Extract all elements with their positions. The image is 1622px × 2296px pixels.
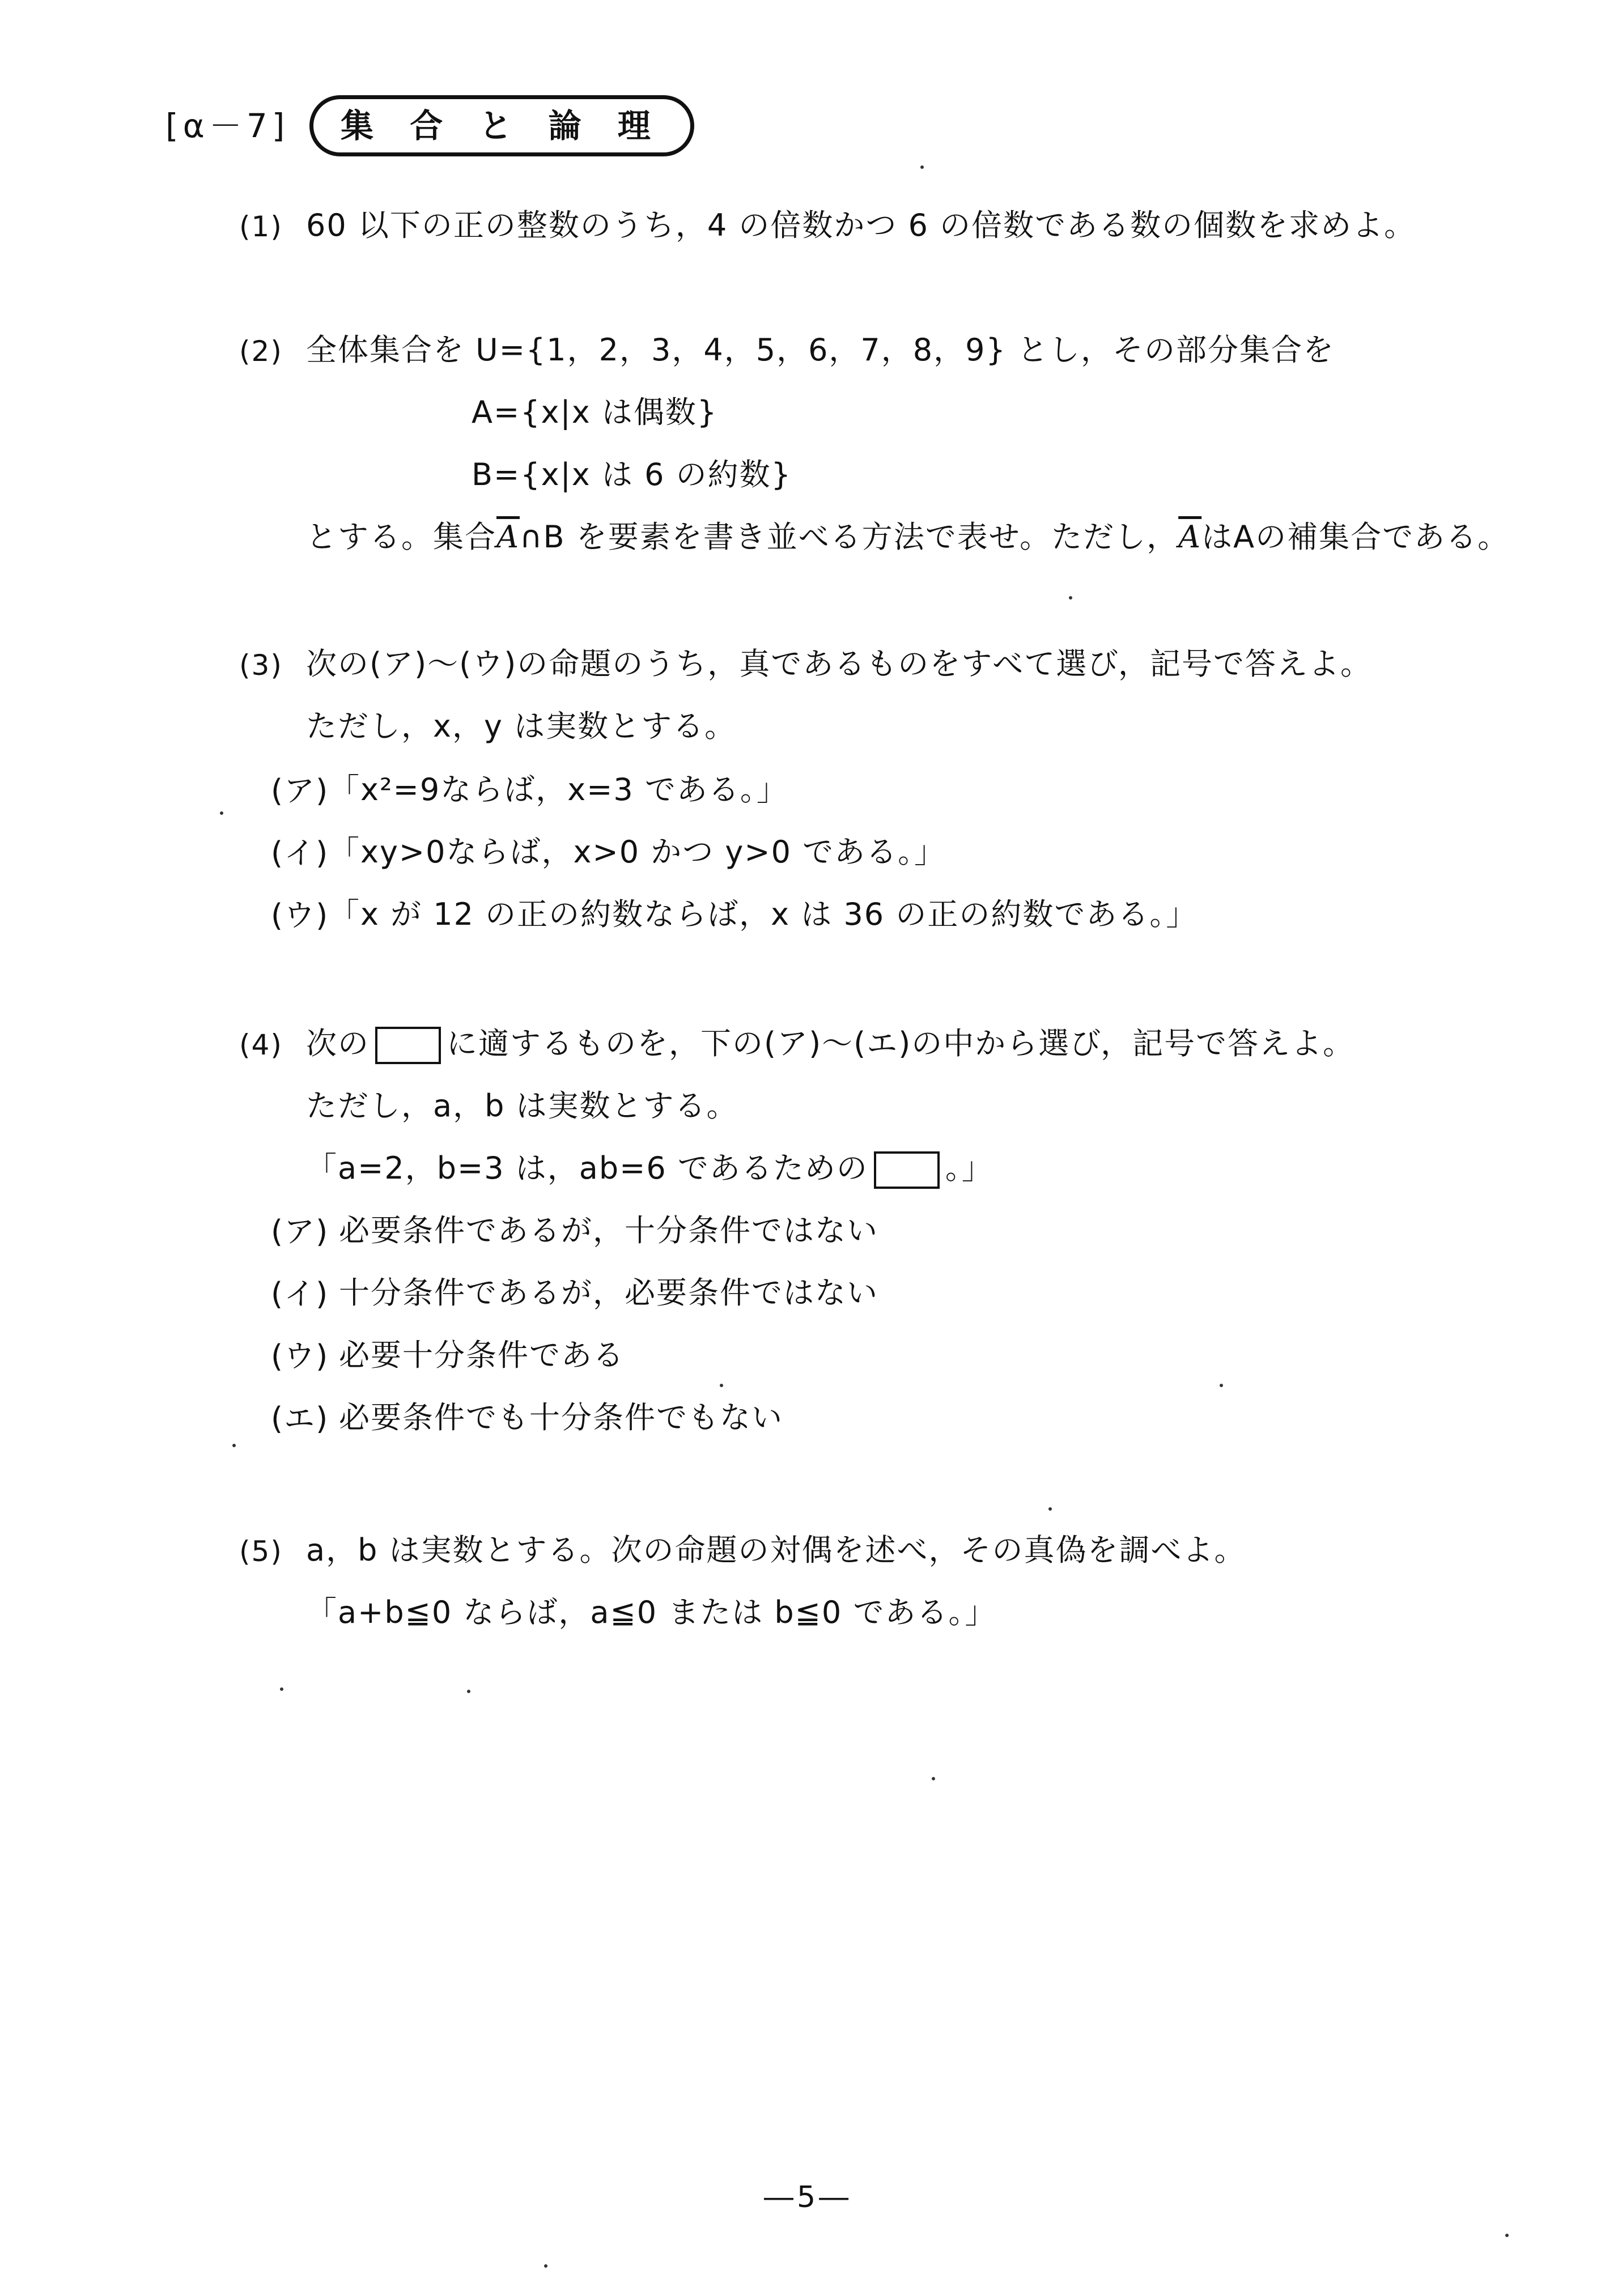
q4-line1-part-b: に適するものを，下の(ア)〜(エ)の中から選び，記号で答えよ。 — [447, 1026, 1355, 1061]
q4-option-c-label: (ウ) — [271, 1338, 329, 1374]
q4-option-a-label: (ア) — [271, 1214, 329, 1249]
q2-set-b: B={x|x は 6 の約数} — [472, 457, 792, 492]
q2-number: (2) — [239, 335, 283, 368]
scan-speck — [544, 2264, 547, 2268]
q4-line1 — [306, 1026, 1355, 1064]
q3-number: (3) — [239, 649, 283, 682]
q3-option-c-text: 「x が 12 の正の約数ならば，x は 36 の正の約数である。」 — [329, 896, 1198, 932]
scan-speck — [1069, 596, 1072, 599]
complement-a: $\overline{A}$ — [496, 519, 520, 555]
q4-option-d-label: (エ) — [271, 1401, 329, 1436]
complement-a-2: $\overline{A}$ — [1178, 519, 1202, 555]
scan-speck — [1505, 2234, 1509, 2237]
q3-option-c-label: (ウ) — [271, 898, 329, 933]
q2-line1: 全体集合を U={1，2，3，4，5，6，7，8，9} とし，その部分集合を — [306, 332, 1335, 368]
q2-line4-part-b: ∩B を要素を書き並べる方法で表せ。ただし， — [520, 519, 1179, 555]
scan-speck — [932, 1777, 935, 1780]
q1-number: (1) — [239, 210, 283, 243]
q3-line2: ただし，x，y は実数とする。 — [306, 708, 737, 744]
q4-line1-part-a: 次の — [306, 1026, 370, 1061]
page-number: ―5― — [764, 2180, 852, 2214]
scan-speck — [280, 1687, 283, 1691]
q4-line3-part-a: 「a=2，b=3 は，ab=6 であるための — [306, 1150, 868, 1186]
q5-number: (5) — [239, 1535, 283, 1568]
q3-option-b-text: 「xy>0ならば，x>0 かつ y>0 である。」 — [329, 834, 946, 870]
q2-line4-part-a: とする。集合 — [306, 519, 496, 555]
scan-speck — [1220, 1384, 1223, 1387]
q4-number: (4) — [239, 1028, 283, 1061]
q4-line2: ただし，a，b は実数とする。 — [306, 1088, 738, 1124]
q3-option-b-label: (イ) — [271, 835, 329, 871]
scan-speck — [1048, 1507, 1052, 1511]
q4-option-b-label: (イ) — [271, 1276, 329, 1312]
q4-option-c-text: 必要十分条件である — [339, 1337, 625, 1373]
q3-line1: 次の(ア)〜(ウ)の命題のうち，真であるものをすべて選び，記号で答えよ。 — [306, 646, 1373, 682]
scan-speck — [920, 165, 924, 169]
q3-option-a-label: (ア) — [271, 773, 329, 809]
scan-speck — [720, 1384, 723, 1387]
q1-text: 60 以下の正の整数のうち，4 の倍数かつ 6 の倍数である数の個数を求めよ。 — [306, 207, 1416, 243]
q4-option-a-text: 必要条件であるが，十分条件ではない — [339, 1213, 878, 1248]
section-label: [α－7] — [165, 107, 290, 145]
q2-line4-part-c: はAの補集合である。 — [1201, 519, 1510, 555]
scan-speck — [220, 811, 223, 815]
q4-option-b-text: 十分条件であるが，必要条件ではない — [339, 1275, 878, 1311]
q2-set-a: A={x|x は偶数} — [472, 394, 718, 430]
topic-title: 集 合 と 論 理 — [309, 95, 694, 156]
q5-line1: a，b は実数とする。次の命題の対偶を述べ，その真偽を調べよ。 — [306, 1532, 1246, 1568]
q5-line2: 「a+b≦0 ならば，a≦0 または b≦0 である。」 — [306, 1595, 997, 1630]
q4-line3 — [306, 1150, 993, 1189]
answer-blank-box — [375, 1027, 441, 1064]
q4-line3-part-b: 。」 — [945, 1150, 993, 1186]
scan-speck — [232, 1444, 236, 1447]
q2-line4 — [306, 519, 1509, 555]
topic-title-badge — [309, 95, 694, 156]
answer-blank-box-2 — [874, 1151, 940, 1189]
q4-option-d-text: 必要条件でも十分条件でもない — [339, 1400, 783, 1435]
scan-speck — [467, 1690, 470, 1693]
q3-option-a-text: 「x²=9ならば，x=3 である。」 — [329, 772, 788, 807]
